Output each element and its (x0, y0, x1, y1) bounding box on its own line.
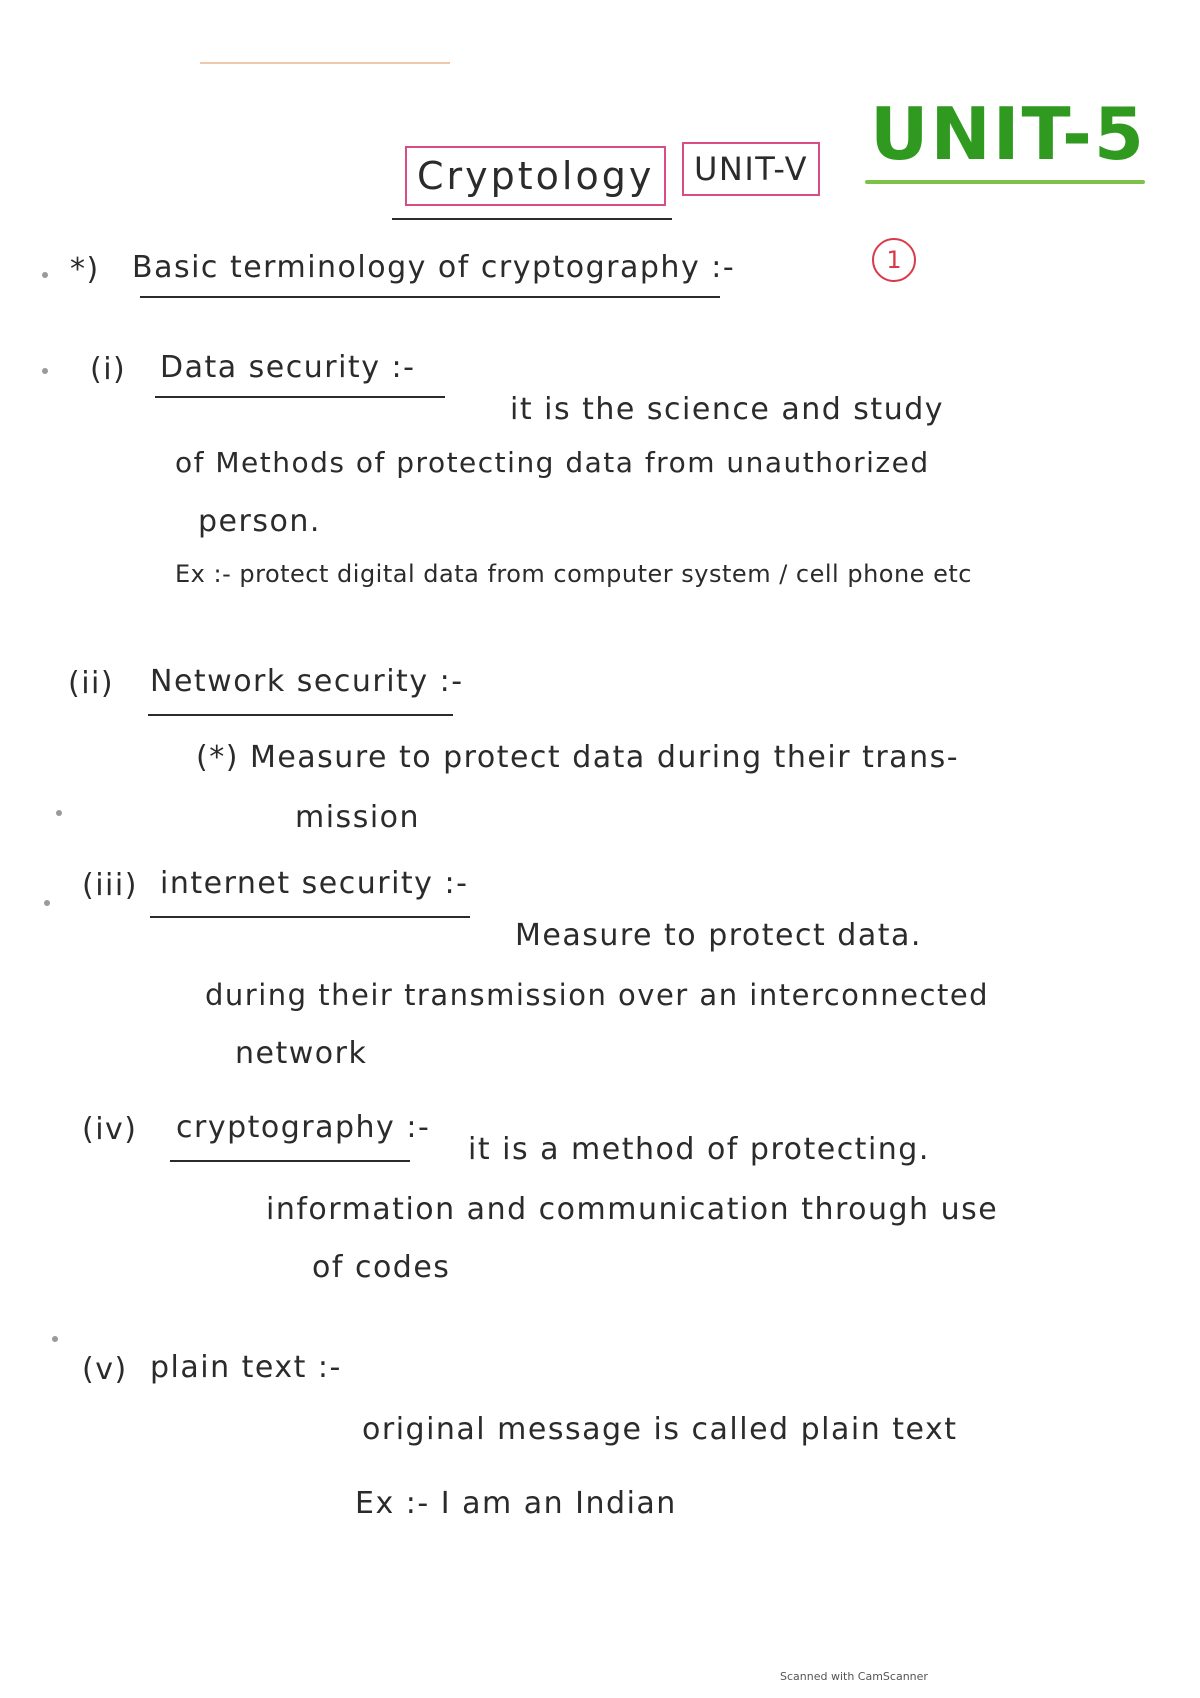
section-3-line: Measure to protect data. (515, 918, 922, 953)
section-1-title: Data security :- (160, 350, 416, 385)
heading-underline (140, 296, 720, 298)
margin-dot (44, 900, 50, 906)
title-underline (392, 218, 672, 220)
section-3-line: network (235, 1036, 368, 1071)
section-3-number: (iii) (82, 868, 138, 903)
section-4-title: cryptography :- (176, 1110, 431, 1145)
margin-dot (56, 810, 62, 816)
section-2-number: (ii) (68, 666, 115, 701)
top-smudge (200, 62, 450, 64)
section-1-number: (i) (90, 352, 127, 387)
unit-box: UNIT-V (682, 142, 820, 196)
section-1-line: of Methods of protecting data from unauthorized (175, 446, 930, 479)
section-4-number: (iv) (82, 1112, 138, 1147)
section-4-underline (170, 1160, 410, 1162)
section-5-number: (v) (82, 1352, 128, 1387)
margin-dot (52, 1336, 58, 1342)
section-1-line: person. (198, 504, 321, 539)
section-3-underline (150, 916, 470, 918)
margin-dot (42, 272, 48, 278)
page-number-circle: 1 (872, 238, 916, 282)
section-4-line: information and communication through use (266, 1192, 999, 1227)
section-1-example: Ex :- protect digital data from computer system / cell phone etc (175, 560, 972, 588)
section-1-underline (155, 396, 445, 398)
section-2-title: Network security :- (150, 664, 464, 699)
section-3-line: during their transmission over an interconnected (205, 978, 990, 1012)
section-2-line: mission (295, 800, 421, 835)
scanner-watermark: Scanned with CamScanner (780, 1670, 928, 1683)
section-5-line: original message is called plain text (362, 1412, 958, 1447)
section-1-line: it is the science and study (510, 392, 945, 427)
heading-bullet: *) (70, 252, 100, 287)
section-2-line: (*) Measure to protect data during their trans- (196, 740, 960, 775)
section-4-line: of codes (312, 1250, 451, 1285)
section-5-title: plain text :- (150, 1350, 342, 1385)
section-4-line: it is a method of protecting. (468, 1132, 930, 1167)
page-title: Cryptology (405, 146, 666, 206)
section-2-underline (148, 714, 453, 716)
unit-label-big: UNIT-5 (870, 92, 1147, 176)
margin-dot (42, 368, 48, 374)
heading-text: Basic terminology of cryptography :- (132, 250, 736, 285)
unit-underline (865, 180, 1145, 184)
section-3-title: internet security :- (160, 866, 469, 901)
section-5-example: Ex :- I am an Indian (355, 1486, 677, 1521)
